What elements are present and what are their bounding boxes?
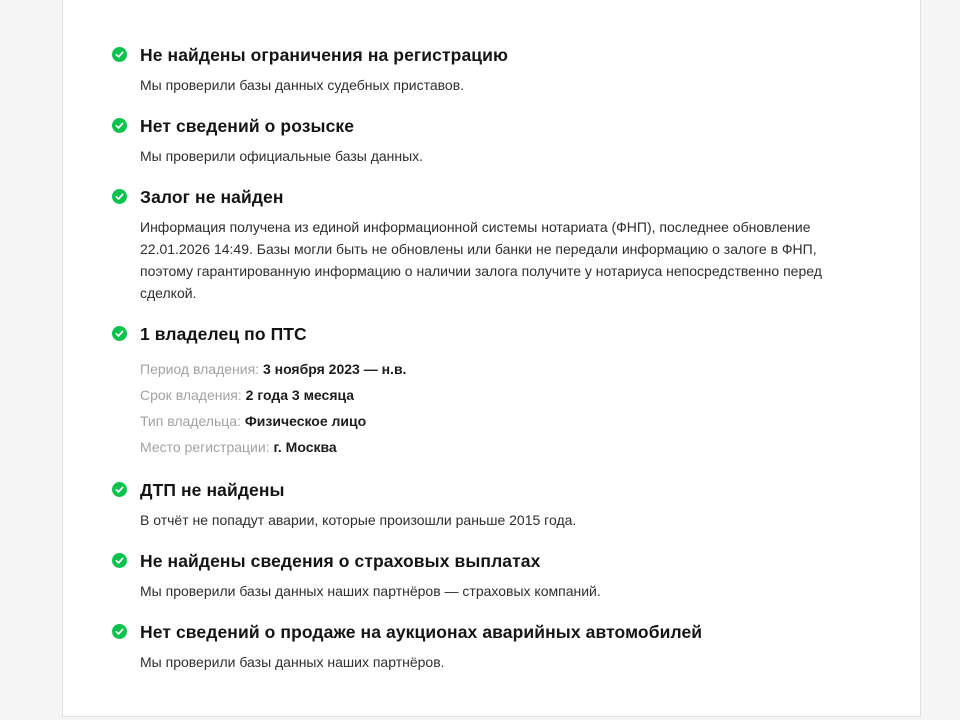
- owner-details: [140, 356, 868, 460]
- section-title: Нет сведений о продаже на аукционах аварийных автомобилей: [140, 622, 703, 642]
- check-circle-icon: [112, 189, 127, 204]
- section-content: [140, 186, 868, 304]
- section-title: Залог не найден: [140, 187, 284, 207]
- check-circle-icon: [112, 482, 127, 497]
- detail-label: Место регистрации:: [140, 439, 270, 455]
- check-circle-icon: [112, 553, 127, 568]
- section-title: ДТП не найдены: [140, 480, 285, 500]
- report-section-wanted-status: [112, 115, 868, 167]
- section-description: Информация получена из единой информационной системы нотариата (ФНП), последнее обновление 22.01.2026 14:49. Базы могли быть не обновлены или банки не передали информацию о залоге в ФНП, поэтому гарантированную информацию о наличии залога получите у нотариуса непосредственно перед сделкой.: [140, 219, 822, 301]
- detail-row-owner-type: [140, 408, 868, 434]
- section-content: [140, 550, 868, 602]
- check-circle-icon: [112, 326, 127, 341]
- report-section-salvage-auctions: [112, 621, 868, 673]
- vehicle-check-report-card: [62, 0, 921, 717]
- section-title: 1 владелец по ПТС: [140, 324, 307, 344]
- report-section-insurance-payouts: [112, 550, 868, 602]
- section-description: Мы проверили базы данных наших партнёров.: [140, 654, 445, 670]
- detail-label: Тип владельца:: [140, 413, 241, 429]
- check-circle-icon: [112, 624, 127, 639]
- detail-label: Период владения:: [140, 361, 260, 377]
- detail-value: 3 ноября 2023 — н.в.: [262, 361, 407, 377]
- detail-row-ownership-duration: [140, 382, 868, 408]
- section-description: Мы проверили официальные базы данных.: [140, 148, 424, 164]
- section-title: Не найдены сведения о страховых выплатах: [140, 551, 541, 571]
- report-section-owners: [112, 323, 868, 460]
- detail-value: 2 года 3 месяца: [245, 387, 355, 403]
- detail-value: г. Москва: [273, 439, 337, 455]
- report-section-accidents: [112, 479, 868, 531]
- section-title: Нет сведений о розыске: [140, 116, 355, 136]
- section-title: Не найдены ограничения на регистрацию: [140, 45, 509, 65]
- detail-value: Физическое лицо: [244, 413, 367, 429]
- check-circle-icon: [112, 47, 127, 62]
- section-content: [140, 44, 868, 96]
- section-content: [140, 479, 868, 531]
- detail-row-registration-place: [140, 434, 868, 460]
- section-description: Мы проверили базы данных судебных приставов.: [140, 77, 465, 93]
- section-content: [140, 621, 868, 673]
- report-section-registration-restrictions: [112, 44, 868, 96]
- section-description: Мы проверили базы данных наших партнёров — страховых компаний.: [140, 583, 601, 599]
- section-content: [140, 115, 868, 167]
- section-content: [140, 323, 868, 460]
- check-circle-icon: [112, 118, 127, 133]
- section-description: В отчёт не попадут аварии, которые произошли раньше 2015 года.: [140, 512, 577, 528]
- report-section-pledge: [112, 186, 868, 304]
- detail-row-ownership-period: [140, 356, 868, 382]
- detail-label: Срок владения:: [140, 387, 242, 403]
